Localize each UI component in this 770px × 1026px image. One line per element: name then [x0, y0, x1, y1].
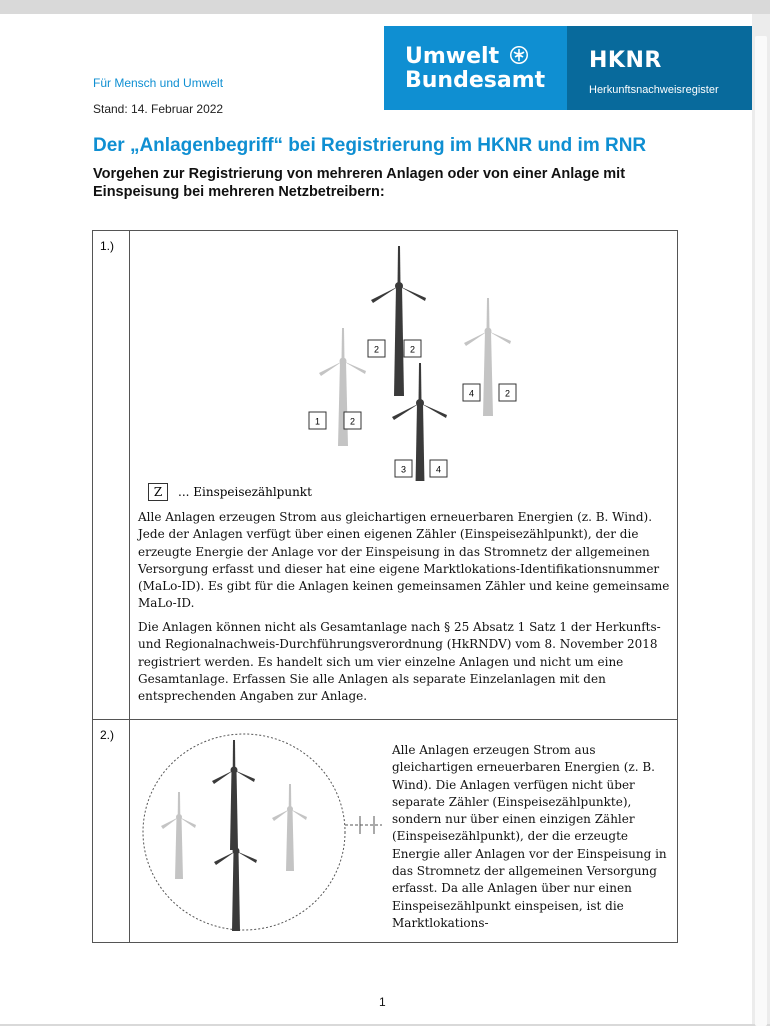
- logo-uba-line1: Umwelt: [405, 44, 500, 69]
- row-content-cell: [130, 720, 678, 943]
- vertical-scrollbar[interactable]: [752, 14, 770, 1024]
- meter-box: [463, 384, 480, 401]
- wind-turbine-icon: [212, 740, 255, 850]
- wind-turbine-icon: [272, 784, 307, 871]
- shared-meter-connector: [345, 816, 382, 834]
- meter-box: [499, 384, 516, 401]
- scrollbar-thumb[interactable]: [755, 36, 767, 1026]
- uba-emblem-icon: [509, 45, 529, 65]
- meter-label: 2: [373, 344, 380, 355]
- meter-box: [395, 460, 412, 477]
- logo-uba-line2: Bundesamt: [405, 68, 546, 93]
- wind-turbine-icon: [161, 792, 196, 879]
- row-number-cell: [93, 720, 130, 943]
- wind-turbine-icon: [371, 246, 426, 396]
- row-number: 2.): [100, 728, 115, 742]
- page-number: 1: [379, 995, 386, 1009]
- meter-label: 4: [435, 464, 442, 475]
- table-row: [93, 231, 678, 720]
- plant-boundary: [143, 734, 345, 930]
- umweltbundesamt-logo: [384, 26, 567, 110]
- row-number-cell: [93, 231, 130, 720]
- document-title: Der „Anlagenbegriff“ bei Registrierung im HKNR und im RNR: [93, 135, 647, 156]
- meter-box: [344, 412, 361, 429]
- meter-label: 4: [468, 388, 475, 399]
- wind-turbine-icon: [214, 821, 257, 931]
- document-date: Stand: 14. Februar 2022: [93, 102, 224, 116]
- table-row: [93, 720, 678, 943]
- row2-paragraph: Alle Anlagen erzeugen Strom aus gleichartigen erneuerbaren Energien (z. B. Wind). Die Anlagen verfügen nicht über separate Zähler (Einspeisezählpunkte), sondern nur über einen einzigen Zähler (Einspeisezählpunkt), der die erzeugte Energie aller Anlagen vor der Einspeisung in das Stromnetz der allgemeinen Versorgung erfasst. Da alle Anlagen über nur einen Einspeisezählpunkt einspeisen, ist die Marktlokations-: [392, 743, 667, 930]
- logo-hknr-subtitle: Herkunftsnachweisregister: [589, 84, 719, 96]
- meter-label: 2: [349, 416, 356, 427]
- hknr-logo: [567, 26, 752, 110]
- meter-box: [430, 460, 447, 477]
- meter-box: [404, 340, 421, 357]
- shared-meter-diagram: [130, 720, 390, 942]
- separate-meters-diagram: [130, 231, 678, 481]
- meter-label: 3: [400, 464, 407, 475]
- meter-box: [368, 340, 385, 357]
- legend-symbol: Z: [148, 483, 168, 501]
- row1-paragraph1: Alle Anlagen erzeugen Strom aus gleichartigen erneuerbaren Energien (z. B. Wind). Jede der Anlagen verfügt über einen eigenen Zähler (Einspeisezählpunkt), der die erzeugte Energie der Anlage vor der Einspeisung in das Stromnetz der allgemeinen Versorgung erfasst und dieser hat eine eigene Marktlokations-Identifikationsnummer (MaLo-ID). Es gibt für die Anlagen keinen gemeinsamen Zähler und keine gemeinsame MaLo-ID.: [138, 510, 670, 611]
- legend-label: ... Einspeisezählpunkt: [178, 485, 312, 499]
- document-subtitle: Vorgehen zur Registrierung von mehreren Anlagen oder von einer Anlage mit Einspeisung bei mehreren Netzbetreibern:: [93, 166, 626, 200]
- legend: [148, 483, 312, 501]
- logo-hknr-title: HKNR: [589, 48, 662, 73]
- meter-label: 2: [409, 344, 416, 355]
- examples-table: [92, 230, 678, 943]
- row-content-cell: [130, 231, 678, 720]
- row1-paragraph2: Die Anlagen können nicht als Gesamtanlage nach § 25 Absatz 1 Satz 1 der Herkunfts- und Regionalnachweis-Durchführungsverordnung (HkRNDV) vom 8. November 2018 registriert werden. Es handelt sich um vier einzelne Anlagen und nicht um eine Gesamtanlage. Erfassen Sie alle Anlagen als separate Einzelanlagen mit den entsprechenden Angaben zur Anlage.: [138, 620, 661, 704]
- meter-label: 2: [504, 388, 511, 399]
- meter-label: 1: [314, 416, 321, 427]
- meter-box: [309, 412, 326, 429]
- tagline: Für Mensch und Umwelt: [93, 76, 224, 90]
- row-number: 1.): [100, 239, 115, 253]
